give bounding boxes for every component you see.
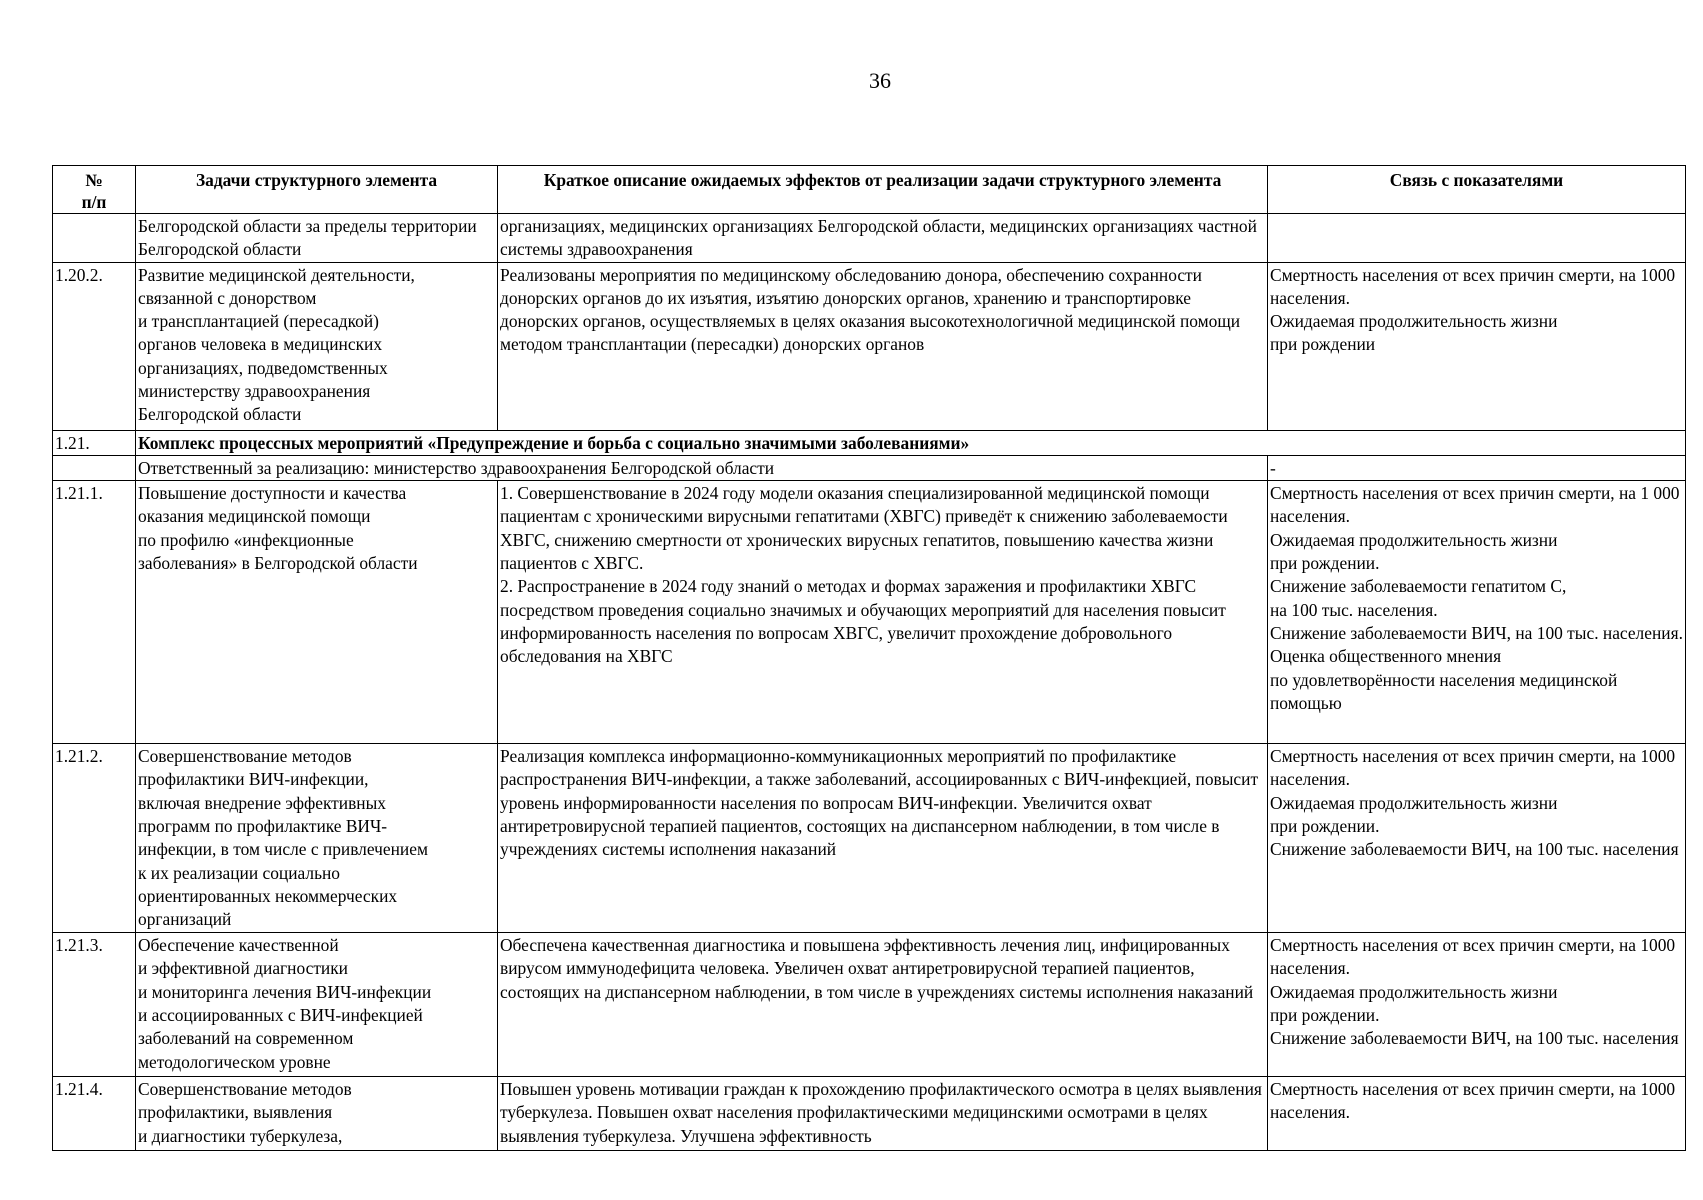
row-num: 1.21.4. xyxy=(53,1077,136,1151)
row-task: Белгородской области за пределы территории Белгородской области xyxy=(136,214,498,263)
row-effect: организациях, медицинских организациях Белгородской области, медицинских организациях частной системы здравоохранения xyxy=(498,214,1268,263)
structural-element-table xyxy=(52,165,1686,1151)
row-num xyxy=(53,214,136,263)
row-link: Смертность населения от всех причин смерти, на 1000 населения. Ожидаемая продолжительность жизни при рождении. Снижение заболеваемости ВИЧ, на 100 тыс. населения xyxy=(1268,744,1686,933)
row-num: 1.21.1. xyxy=(53,481,136,744)
row-task: Развитие медицинской деятельности, связанной с донорством и трансплантацией (пересадкой) органов человека в медицинских организациях, подведомственных министерству здравоохранения Белгородской области xyxy=(136,262,498,430)
table-row xyxy=(53,481,1686,744)
header-link: Связь с показателями xyxy=(1268,166,1686,214)
table-row xyxy=(53,744,1686,933)
row-task: Совершенствование методов профилактики ВИЧ-инфекции, включая внедрение эффективных программ по профилактике ВИЧ- инфекции, в том числе с привлечением к их реализации социально ориентированных некоммерческих организаций xyxy=(136,744,498,933)
row-num: 1.21.2. xyxy=(53,744,136,933)
row-link: Смертность населения от всех причин смерти, на 1 000 населения. Ожидаемая продолжительность жизни при рождении. Снижение заболеваемости гепатитом С, на 100 тыс. населения. Снижение заболеваемости ВИЧ, на 100 тыс. населения. Оценка общественного мнения по удовлетворённости населения медицинской помощью xyxy=(1268,481,1686,744)
row-num: 1.20.2. xyxy=(53,262,136,430)
section-title: Комплекс процессных мероприятий «Предупреждение и борьба с социально значимыми заболеваниями» xyxy=(136,430,1686,455)
row-task: Повышение доступности и качества оказания медицинской помощи по профилю «инфекционные заболевания» в Белгородской области xyxy=(136,481,498,744)
header-tasks: Задачи структурного элемента xyxy=(136,166,498,214)
responsible-link: - xyxy=(1268,455,1686,480)
header-effects: Краткое описание ожидаемых эффектов от реализации задачи структурного элемента xyxy=(498,166,1268,214)
row-task: Обеспечение качественной и эффективной диагностики и мониторинга лечения ВИЧ-инфекции и ассоциированных с ВИЧ-инфекцией заболеваний на современном методологическом уровне xyxy=(136,933,498,1077)
row-num: 1.21.3. xyxy=(53,933,136,1077)
responsible-row xyxy=(53,455,1686,480)
responsible-empty xyxy=(53,455,136,480)
row-link: Смертность населения от всех причин смерти, на 1000 населения. xyxy=(1268,1077,1686,1151)
page-number: 36 xyxy=(869,68,891,93)
row-effect: Повышен уровень мотивации граждан к прохождению профилактического осмотра в целях выявления туберкулеза. Повышен охват населения профилактическими медицинскими осмотрами в целях выявления туберкулеза. Улучшена эффективность xyxy=(498,1077,1268,1151)
row-effect: Реализованы мероприятия по медицинскому обследованию донора, обеспечению сохранности донорских органов до их изъятия, изъятию донорских органов, хранению и транспортировке донорских органов, осуществляемых в целях оказания высокотехнологичной медицинской помощи методом трансплантации (пересадки) донорских органов xyxy=(498,262,1268,430)
row-link: Смертность населения от всех причин смерти, на 1000 населения. Ожидаемая продолжительность жизни при рождении xyxy=(1268,262,1686,430)
row-effect: 1. Совершенствование в 2024 году модели оказания специализированной медицинской помощи пациентам с хроническими вирусными гепатитами (ХВГС) приведёт к снижению заболеваемости ХВГС, снижению смертности от хронических вирусных гепатитов, повышению качества жизни пациентов с ХВГС. 2. Распространение в 2024 году знаний о методах и формах заражения и профилактики ХВГС посредством проведения социально значимых и обучающих мероприятий для населения повысит информированность населения по вопросам ХВГС, увеличит прохождение добровольного обследования на ХВГС xyxy=(498,481,1268,744)
table-row xyxy=(53,262,1686,430)
row-task: Совершенствование методов профилактики, выявления и диагностики туберкулеза, xyxy=(136,1077,498,1151)
row-link: Смертность населения от всех причин смерти, на 1000 населения. Ожидаемая продолжительность жизни при рождении. Снижение заболеваемости ВИЧ, на 100 тыс. населения xyxy=(1268,933,1686,1077)
header-num: № п/п xyxy=(53,166,136,214)
section-num: 1.21. xyxy=(53,430,136,455)
row-effect: Обеспечена качественная диагностика и повышена эффективность лечения лиц, инфицированных вирусом иммунодефицита человека. Увеличен охват антиретровирусной терапией пациентов, состоящих на диспансерном наблюдении, в том числе в учреждениях системы исполнения наказаний xyxy=(498,933,1268,1077)
row-effect: Реализация комплекса информационно-коммуникационных мероприятий по профилактике распространения ВИЧ-инфекции, а также заболеваний, ассоциированных с ВИЧ-инфекцией, повысит уровень информированности населения по вопросам ВИЧ-инфекции. Увеличится охват антиретровирусной терапией пациентов, состоящих на диспансерном наблюдении, в том числе в учреждениях системы исполнения наказаний xyxy=(498,744,1268,933)
row-link xyxy=(1268,214,1686,263)
table-header-row xyxy=(53,166,1686,214)
table-row xyxy=(53,933,1686,1077)
section-row xyxy=(53,430,1686,455)
responsible-text: Ответственный за реализацию: министерство здравоохранения Белгородской области xyxy=(136,455,1268,480)
table-row xyxy=(53,1077,1686,1151)
table-row xyxy=(53,214,1686,263)
